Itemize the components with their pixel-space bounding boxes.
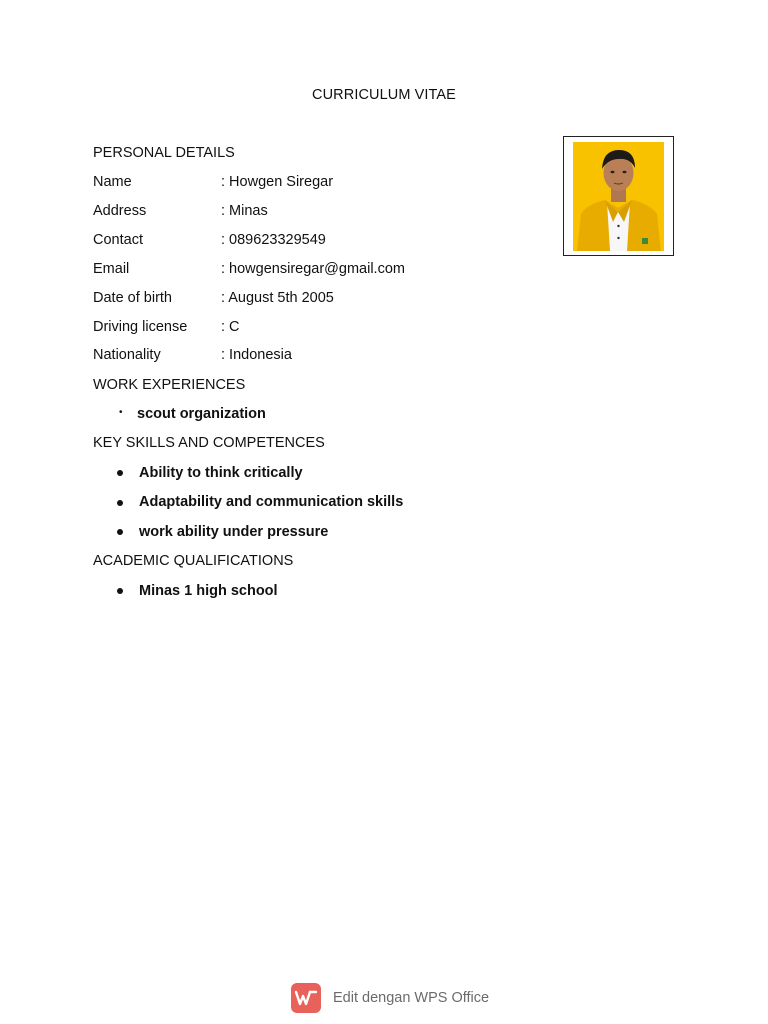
field-label: Address [93, 203, 147, 219]
field-value: : C [221, 319, 240, 335]
bullet-icon [117, 500, 123, 506]
field-value: : Indonesia [221, 347, 292, 363]
wps-footer[interactable] [291, 983, 489, 1013]
list-item: scout organization [137, 406, 266, 422]
work-experiences-heading: WORK EXPERIENCES [93, 377, 246, 393]
list-item: Ability to think critically [139, 465, 303, 481]
field-label: Contact [93, 232, 143, 248]
list-item: work ability under pressure [139, 524, 329, 540]
field-label: Nationality [93, 347, 161, 363]
list-item: Adaptability and communication skills [139, 494, 404, 510]
personal-details-heading: PERSONAL DETAILS [93, 145, 235, 161]
field-label: Date of birth [93, 290, 172, 306]
profile-photo-frame [563, 136, 674, 256]
field-value: : Minas [221, 203, 268, 219]
list-item: Minas 1 high school [139, 583, 278, 599]
bullet-icon [117, 470, 123, 476]
bullet-icon: • [119, 407, 123, 418]
person-portrait-icon [573, 142, 664, 251]
bullet-icon [117, 588, 123, 594]
field-label: Email [93, 261, 130, 277]
field-label: Name [93, 174, 132, 190]
wps-footer-text: Edit dengan WPS Office [333, 990, 490, 1006]
field-value: : August 5th 2005 [221, 290, 334, 306]
key-skills-heading: KEY SKILLS AND COMPETENCES [93, 435, 325, 451]
document-title: CURRICULUM VITAE [312, 87, 456, 103]
wps-office-logo-icon [291, 983, 321, 1013]
field-label: Driving license [93, 319, 188, 335]
field-value: : howgensiregar@gmail.com [221, 261, 405, 277]
academic-heading: ACADEMIC QUALIFICATIONS [93, 553, 294, 569]
bullet-icon [117, 529, 123, 535]
field-value: : Howgen Siregar [221, 174, 334, 190]
field-value: : 089623329549 [221, 232, 326, 248]
profile-photo [573, 142, 664, 251]
